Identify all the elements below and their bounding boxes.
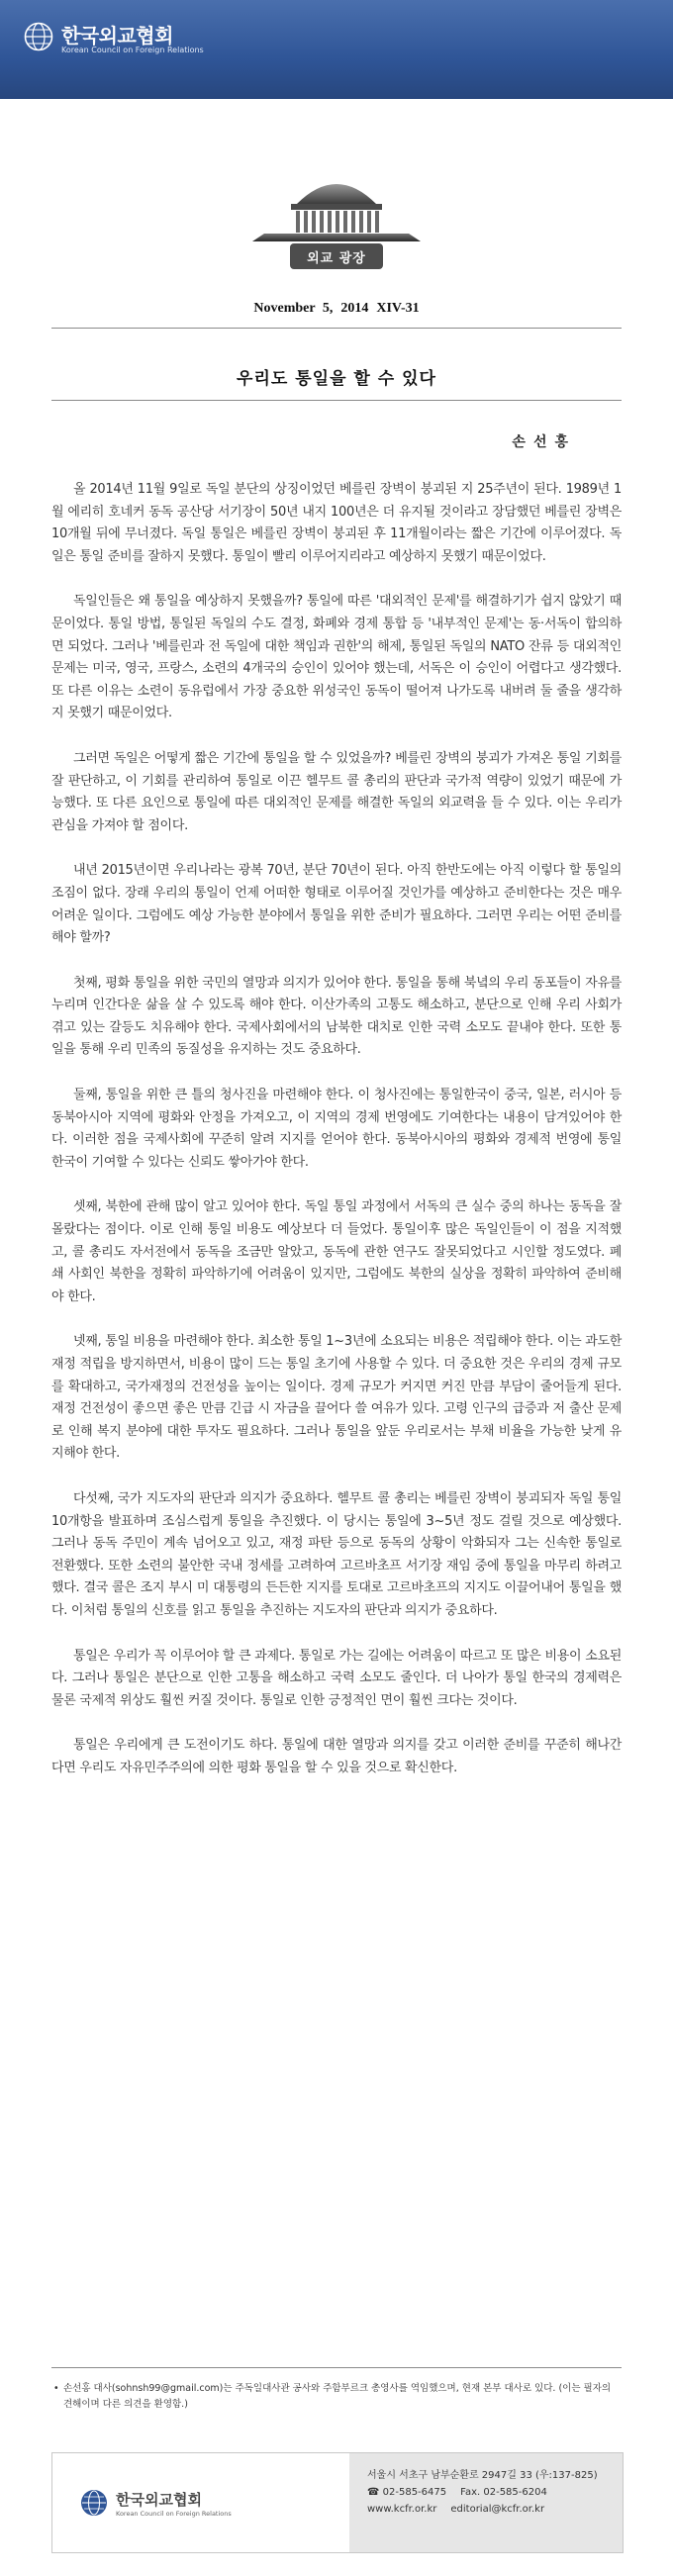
- article-body: [51, 479, 622, 1803]
- divider-note: [51, 2367, 622, 2368]
- note-text: 손선홍 대사(sohnsh99@gmail.com)는 주독일대사관 공사와 주함부르크 총영사를 역임했으며, 현재 본부 대사로 있다. (이는 필자의 견해이며 다른 의견을 환영함.): [63, 2383, 612, 2410]
- footer-org-name: 한국외교협회: [116, 2491, 202, 2509]
- header-banner: [0, 0, 673, 99]
- footer-address: 서울시 서초구 남부순환로 2947길 33 (우:137-825): [367, 2470, 598, 2481]
- paragraph: 셋째, 북한에 관해 많이 알고 있어야 한다. 독일 통일 과정에서 서독의 큰 실수 중의 하나는 동독을 잘 몰랐다는 점이다. 이로 인해 통일 비용도 예상보다 더 들었다. 통일이후 많은 독일인들이 이 점을 지적했고, 콜 총리도 자서전에서 동독을 조금만 알았고, 동독에 관한 연구도 잘못되었다고 시인할 정도였다. 폐쇄 사회인 북한을 정확히 파악하기에 어려움이 있지만, 그럼에도 북한의 실상을 정확히 파악하여 준비해야 한다.: [51, 1199, 622, 1304]
- divider-top: [51, 328, 622, 329]
- paragraph: 넷째, 통일 비용을 마련해야 한다. 최소한 통일 1~3년에 소요되는 비용은 적립해야 한다. 이는 과도한 재정 적립을 방지하면서, 비용이 많이 드는 통일 초기에 사용할 수 있다. 더 중요한 것은 우리의 경제 규모를 확대하고, 국가재정의 건전성을 높이는 일이다. 경제 규모가 커지면 커진 만큼 부담이 줄어들게 된다. 재정 건전성이 좋으면 좋은 만큼 긴급 시 자금을 끌어다 쓸 여유가 있다. 고령 인구의 급증과 저 출산 문제로 인해 복지 분야에 대한 투자도 필요하다. 그러나 통일을 앞둔 우리로서는 부채 비율을 가능한 낮게 유지해야 한다.: [51, 1334, 622, 1462]
- issue-number: XIV-31: [376, 301, 420, 316]
- globe-emblem-icon: [24, 22, 53, 51]
- paragraph: 독일인들은 왜 통일을 예상하지 못했을까? 통일에 따른 '대외적인 문제'를 해결하기가 쉽지 않았기 때문이었다. 통일 방법, 통일된 독일의 수도 결정, 화폐와 경제 통합 등 '내부적인 문제'는 동·서독이 합의하면 되었다. 그러나 '베를린과 전 독일에 대한 책임과 권한'의 해제, 통일된 독일의 NATO 잔류 등 대외적인 문제는 미국, 영국, 프랑스, 소련의 4개국의 승인이 있어야 했는데, 서독은 이 승인이 어렵다고 생각했다. 또 다른 이유는 소련이 동유럽에서 가장 중요한 위성국인 동독이 떨어져 나가도록 내버려 둘 줄을 생각하지 못했기 때문이었다.: [51, 594, 622, 721]
- divider-title: [51, 400, 622, 401]
- issue-line: [0, 301, 673, 317]
- footer-org-name-en: Korean Council on Foreign Relations: [116, 2510, 232, 2518]
- paragraph: 올 2014년 11월 9일로 독일 분단의 상징이었던 베를린 장벽이 붕괴된 지 25주년이 된다. 1989년 1월 에리히 호네커 동독 공산당 서기장이 50년 내지 100년은 더 유지될 것이라고 장담했던 베를린 장벽은 10개월 뒤에 무너졌다. 독일 통일은 베를린 장벽이 붕괴된 후 11개월이라는 짧은 기간에 이루어졌다. 독일은 통일 준비를 잘하지 못했다. 통일이 빨리 이루어지리라고 예상하지 못했기 때문이었다.: [51, 482, 622, 564]
- author-note: [53, 2381, 618, 2413]
- article-title: 우리도 통일을 할 수 있다: [237, 369, 436, 389]
- emblem-label: 외교 광장: [307, 251, 366, 266]
- paragraph: 그러면 독일은 어떻게 짧은 기간에 통일을 할 수 있었을까? 베를린 장벽의 붕괴가 가져온 통일 기회를 잘 판단하고, 이 기회를 관리하여 통일로 이끈 헬무트 콜 총리의 판단과 국가적 역량이 있었기 때문에 가능했다. 또 다른 요인으로 통일에 따른 대외적인 문제를 해결한 독일의 외교력을 들 수 있다. 이는 우리가 관심을 가져야 할 점이다.: [51, 750, 622, 833]
- header-org-name-en: Korean Council on Foreign Relations: [61, 46, 204, 54]
- footer-contact: [349, 2453, 623, 2552]
- issue-date: November 5,: [253, 301, 334, 316]
- note-bullet: •: [53, 2383, 59, 2394]
- paragraph: 첫째, 평화 통일을 위한 국민의 열망과 의지가 있어야 한다. 통일을 통해 북녘의 우리 동포들이 자유를 누리며 인간다운 삶을 살 수 있도록 해야 한다. 이산가족의 고통도 해소하고, 분단으로 인해 우리 사회가 겪고 있는 갈등도 치유해야 한다. 국제사회에서의 남북한 대치로 인한 국력 소모도 끝내야 한다. 또한 통일을 통해 우리 민족의 동질성을 유지하는 것도 중요하다.: [51, 975, 622, 1058]
- paragraph: 내년 2015년이면 우리나라는 광복 70년, 분단 70년이 된다. 아직 한반도에는 아직 이렇다 할 통일의 조짐이 없다. 장래 우리의 통일이 언제 어떠한 형태로 이루어질 것인가를 예상하고 준비한다는 것은 매우 어려운 일이다. 그럼에도 예상 가능한 분야에서 통일을 위한 준비가 필요하다. 그러면 우리는 어떤 준비를 해야 할까?: [51, 863, 622, 946]
- footer-website-link[interactable]: www.kcfr.or.kr: [367, 2504, 437, 2515]
- footer-email-link[interactable]: editorial@kcfr.or.kr: [450, 2504, 545, 2515]
- globe-emblem-icon: [80, 2489, 108, 2517]
- issue-year: 2014: [340, 301, 369, 316]
- paragraph: 통일은 우리가 꼭 이루어야 할 큰 과제다. 통일로 가는 길에는 어려움이 따르고 또 많은 비용이 소요된다. 그러나 통일은 분단으로 인한 고통을 해소하고 국력 소모도 줄인다. 더 나아가 통일 한국의 경제력은 물론 국제적 위상도 훨씬 커질 것이다. 통일로 인한 긍정적인 면이 훨씬 크다는 것이다.: [51, 1648, 622, 1708]
- national-assembly-dome-icon: [242, 158, 431, 277]
- header-org-name: 한국외교협회: [61, 24, 173, 48]
- footer-fax: Fax. 02-585-6204: [460, 2487, 547, 2498]
- paragraph: 둘째, 통일을 위한 큰 틀의 청사진을 마련해야 한다. 이 청사진에는 통일한국이 중국, 일본, 러시아 등 동북아시아 지역에 평화와 안정을 가져오고, 이 지역의 경제 번영에도 기여한다는 내용이 담겨있어야 한다. 이러한 점을 국제사회에 꾸준히 알려 지지를 얻어야 한다. 동북아시아의 평화와 경제적 번영에 통일 한국이 기여할 수 있다는 신뢰도 쌓아가야 한다.: [51, 1088, 622, 1170]
- paragraph: 다섯째, 국가 지도자의 판단과 의지가 중요하다. 헬무트 콜 총리는 베를린 장벽이 붕괴되자 독일 통일 10개항을 발표하며 조심스럽게 통일을 추진했다. 이 당시는 통일에 3~5년 정도 걸릴 것으로 예상했다. 그러나 동독 주민이 계속 넘어오고 있고, 재정 파탄 등으로 동독의 상황이 악화되자 그는 신속한 통일로 전환했다. 또한 소련의 불안한 국내 정세를 고려하여 고르바초프 서기장 재임 중에 통일을 마무리 하려고 했다. 결국 콜은 조지 부시 미 대통령의 든든한 지지를 토대로 고르바초프의 지지도 이끌어내어 통일을 했다. 이처럼 통일의 신호를 읽고 통일을 추진하는 지도자의 판단과 의지가 중요하다.: [51, 1490, 622, 1618]
- footer-tel: ☎ 02-585-6475: [367, 2487, 447, 2498]
- paragraph: 통일은 우리에게 큰 도전이기도 하다. 통일에 대한 열망과 의지를 갖고 이러한 준비를 꾸준히 해나간다면 우리도 자유민주주의에 의한 평화 통일을 할 수 있을 것으로 확신한다.: [51, 1738, 622, 1775]
- article-author: 손선홍: [512, 434, 576, 450]
- footer: [51, 2452, 624, 2553]
